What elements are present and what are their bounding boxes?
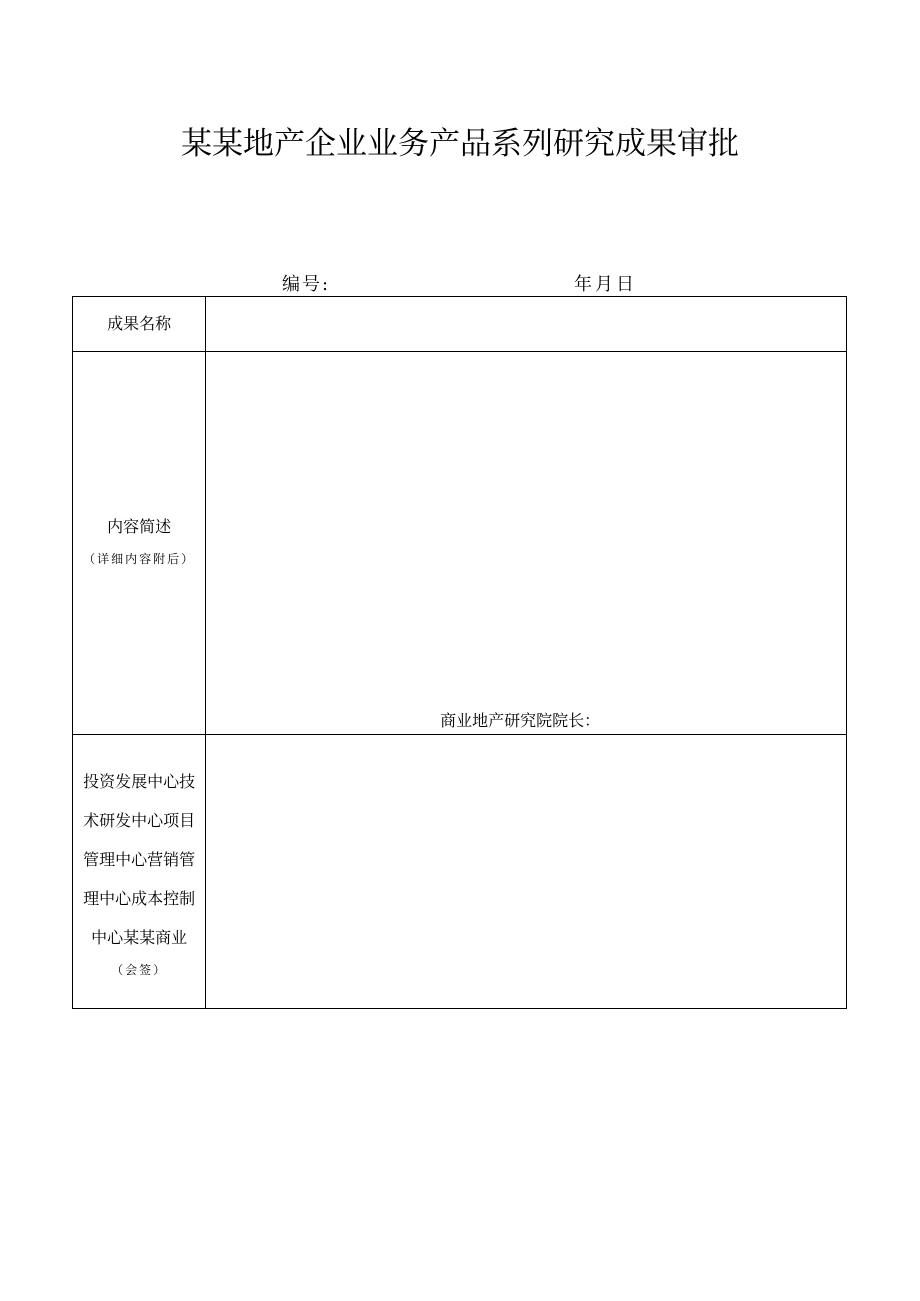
content-summary-note: （详细内容附后） [83,552,196,566]
result-name-row [73,297,847,352]
result-name-field[interactable] [206,297,847,352]
department-line: 投资发展中心技 [83,772,196,791]
page-title: 某某地产企业业务产品系列研究成果审批 [181,126,739,162]
serial-number-label: 编号: [282,274,331,295]
approval-form-table [72,296,847,1009]
countersign-label-cell [73,735,206,1009]
date-label: 年月日 [574,274,637,295]
director-signature-label: 商业地产研究院院长： [440,711,601,730]
result-name-label: 成果名称 [73,297,206,352]
countersign-field[interactable] [206,735,847,1009]
content-summary-label-cell [73,352,206,735]
content-summary-row [73,352,847,735]
department-line: 术研发中心项目 [83,811,196,830]
content-summary-label: 内容简述 [107,517,172,536]
countersign-departments [73,762,205,957]
countersign-row [73,735,847,1009]
countersign-note: （会签） [111,963,168,977]
content-summary-field[interactable] [206,352,847,735]
department-line: 中心某某商业 [91,928,188,947]
department-line: 管理中心营销管 [83,850,196,869]
department-line: 理中心成本控制 [83,889,196,908]
